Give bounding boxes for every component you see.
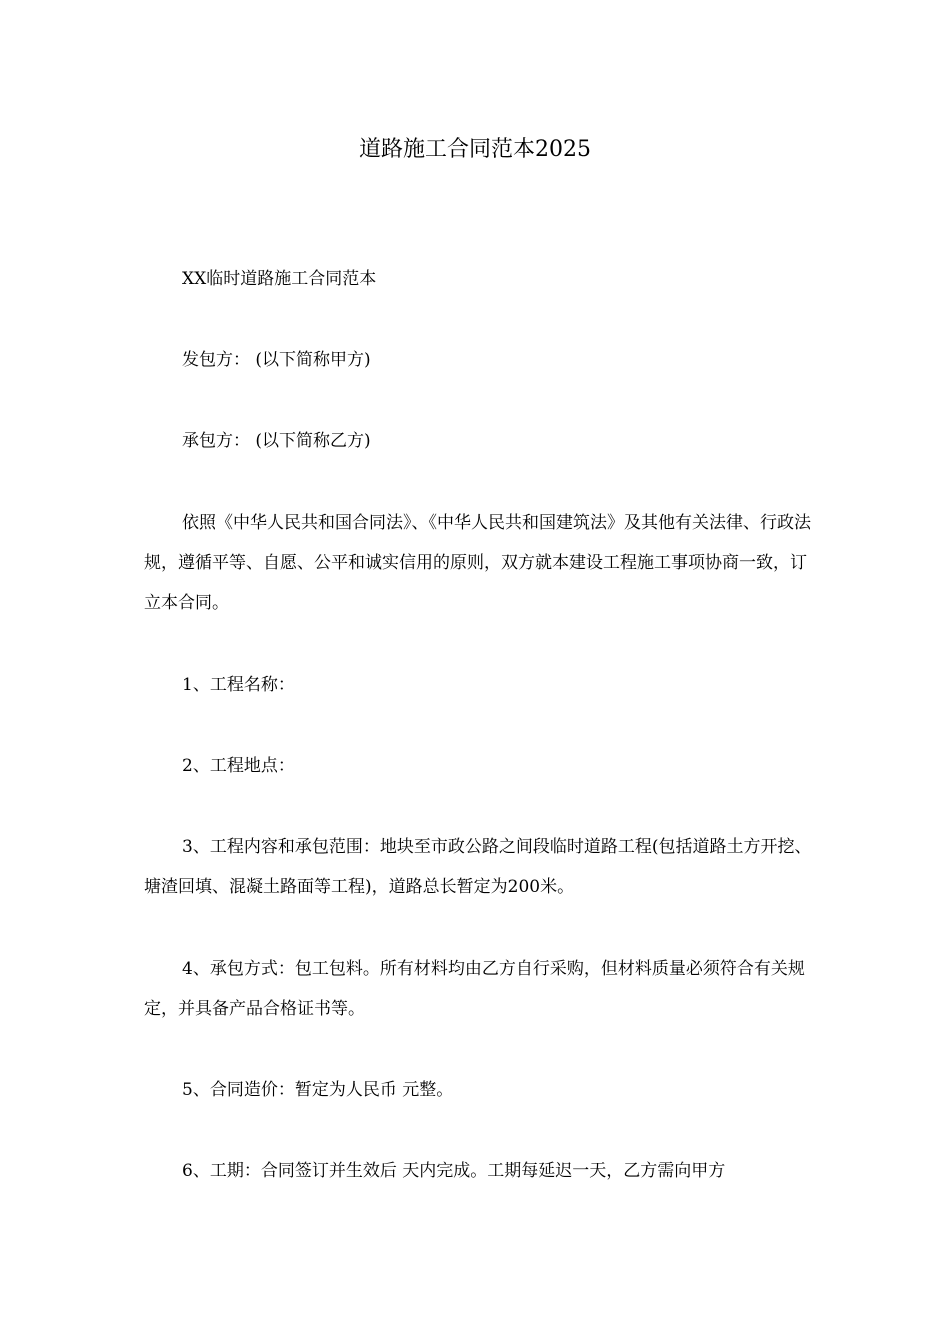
preamble-paragraph: 依照《中华人民共和国合同法》、《中华人民共和国建筑法》及其他有关法律、行政法规，遵循平等、自愿、公平和诚实信用的原则，双方就本建设工程施工事项协商一致，订立本合同。	[144, 513, 811, 613]
party-a-line: 发包方： (以下简称甲方)	[182, 350, 371, 370]
party-b-line: 承包方： (以下简称乙方)	[182, 431, 371, 451]
clause-2-project-location: 2、工程地点：	[182, 756, 295, 776]
contract-subtitle: XX临时道路施工合同范本	[182, 269, 377, 289]
clause-4-contract-method: 4、承包方式：包工包料。所有材料均由乙方自行采购，但材料质量必须符合有关规定，并具备产品合格证书等。	[144, 959, 805, 1019]
clause-5-contract-price: 5、合同造价：暂定为人民币 元整。	[182, 1080, 454, 1100]
clause-3-scope: 3、工程内容和承包范围：地块至市政公路之间段临时道路工程(包括道路土方开挖、塘渣回填、混凝土路面等工程)，道路总长暂定为200米。	[144, 837, 812, 897]
document-title: 道路施工合同范本2025	[359, 137, 591, 162]
clause-1-project-name: 1、工程名称：	[182, 675, 295, 695]
clause-6-duration: 6、工期：合同签订并生效后 天内完成。工期每延迟一天，乙方需向甲方	[182, 1161, 726, 1181]
